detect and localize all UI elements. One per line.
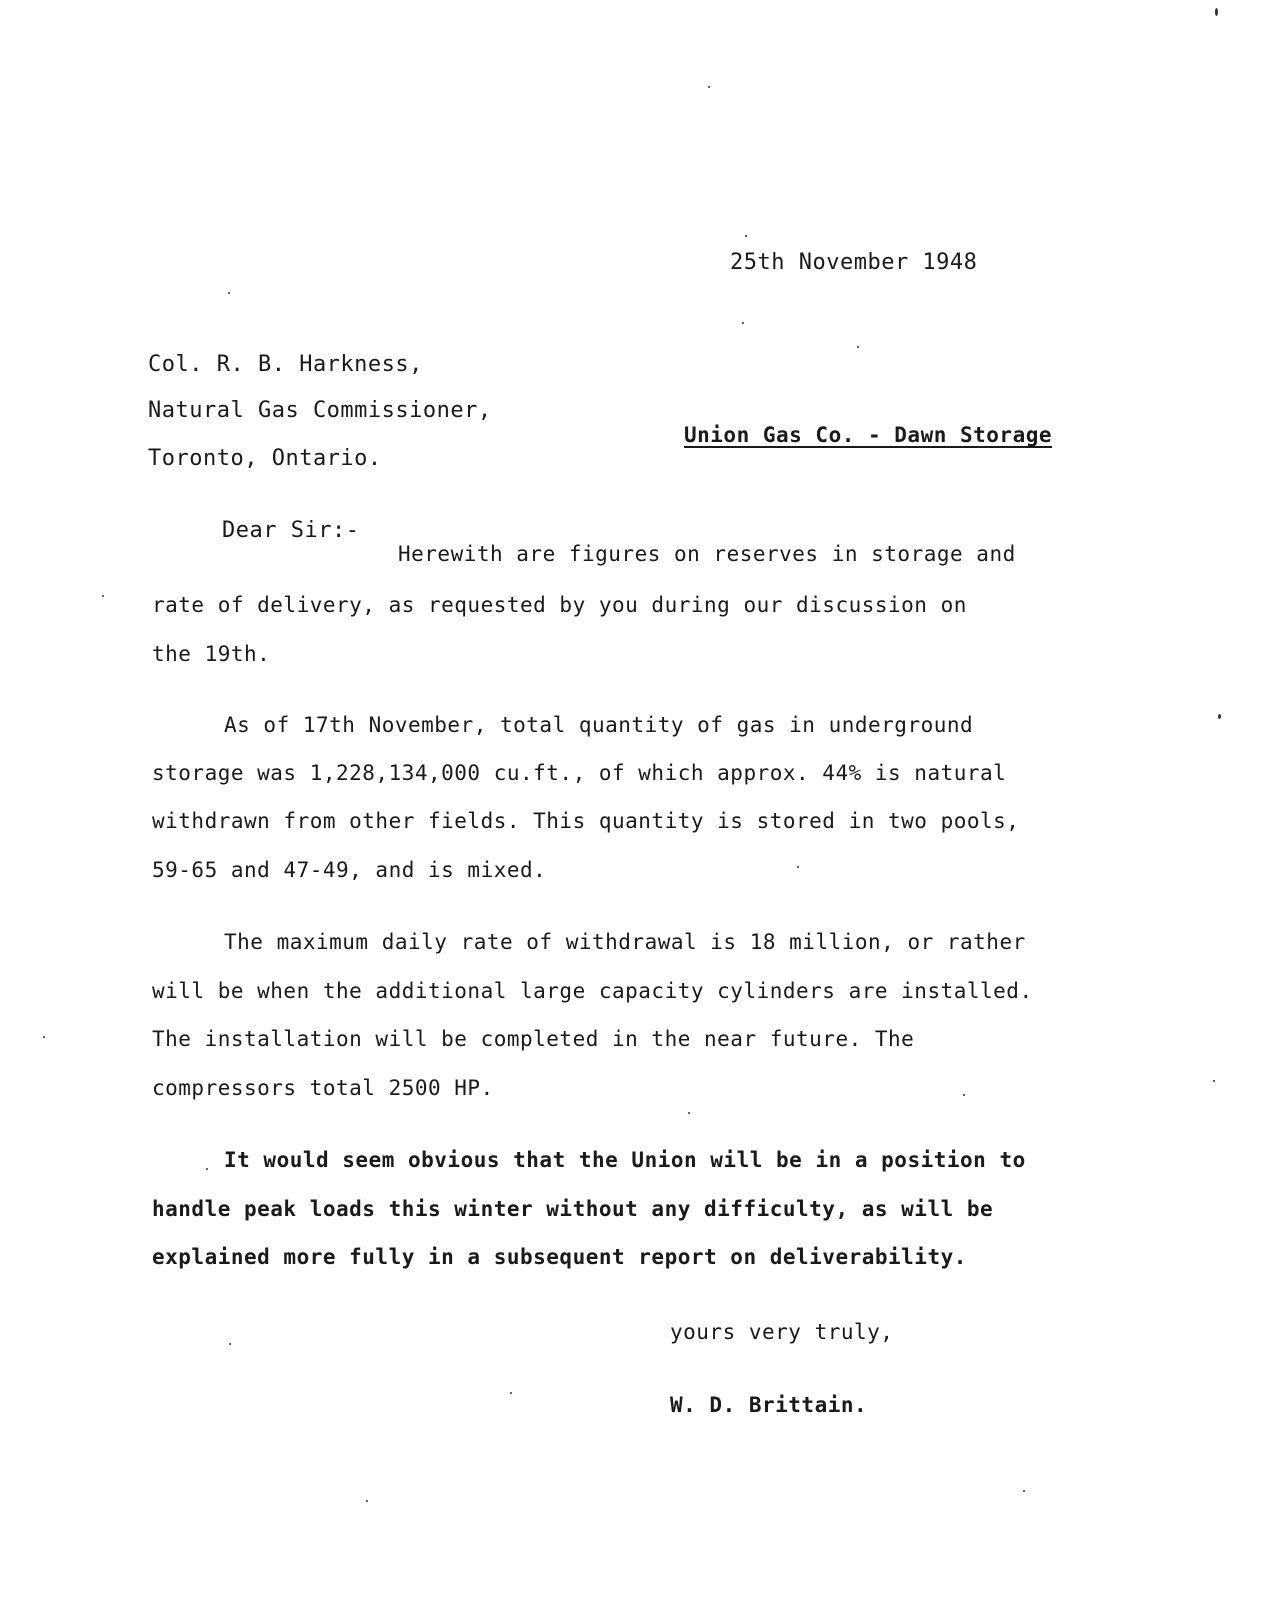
recipient-title: Natural Gas Commissioner, [148, 398, 492, 423]
scan-speck [745, 235, 747, 237]
scan-speck [1213, 1080, 1215, 1082]
scan-speck [688, 1112, 690, 1114]
closing: yours very truly, [670, 1320, 894, 1344]
paragraph2-line3: withdrawn from other fields. This quantity is stored in two pools, [152, 809, 1020, 833]
paragraph3-line1: The maximum daily rate of withdrawal is 18 million, or rather [224, 930, 1026, 954]
scan-speck [510, 1392, 512, 1394]
paragraph3-line3: The installation will be completed in the near future. The [152, 1027, 915, 1051]
paragraph4-line2: handle peak loads this winter without any difficulty, as will be [152, 1197, 994, 1221]
scan-speck [797, 866, 799, 868]
paragraph1-line2: rate of delivery, as requested by you during our discussion on [152, 593, 967, 617]
scan-speck [963, 1094, 965, 1096]
scan-speck [228, 292, 230, 294]
recipient-location: Toronto, Ontario. [148, 446, 382, 471]
scan-speck [43, 1036, 45, 1038]
signature: W. D. Brittain. [670, 1393, 868, 1417]
scan-speck [708, 86, 710, 88]
salutation: Dear Sir:- [222, 518, 360, 543]
scan-speck [1218, 714, 1221, 719]
letter-date: 25th November 1948 [730, 250, 978, 275]
subject-line: Union Gas Co. - Dawn Storage [684, 423, 1053, 447]
paragraph2-line2: storage was 1,228,134,000 cu.ft., of which approx. 44% is natural [152, 761, 1007, 785]
scan-speck [206, 1168, 208, 1170]
scan-speck [857, 346, 859, 348]
paragraph2-line4: 59-65 and 47-49, and is mixed. [152, 858, 547, 882]
paragraph3-line2: will be when the additional large capacity cylinders are installed. [152, 979, 1033, 1003]
paragraph2-line1: As of 17th November, total quantity of gas in underground [224, 713, 974, 737]
paragraph3-line4: compressors total 2500 HP. [152, 1076, 494, 1100]
paragraph4-line1: It would seem obvious that the Union will be in a position to [224, 1148, 1026, 1172]
scan-speck [1023, 1490, 1025, 1492]
scan-speck [366, 1500, 368, 1502]
scan-speck [102, 595, 104, 597]
scan-speck [229, 1343, 231, 1345]
paragraph1-line3: the 19th. [152, 642, 271, 666]
scan-speck [1215, 8, 1218, 16]
scan-speck [742, 322, 744, 324]
recipient-name: Col. R. B. Harkness, [148, 352, 423, 377]
paragraph4-line3: explained more fully in a subsequent report on deliverability. [152, 1245, 967, 1269]
paragraph1-line1: Herewith are figures on reserves in storage and [398, 542, 1016, 566]
